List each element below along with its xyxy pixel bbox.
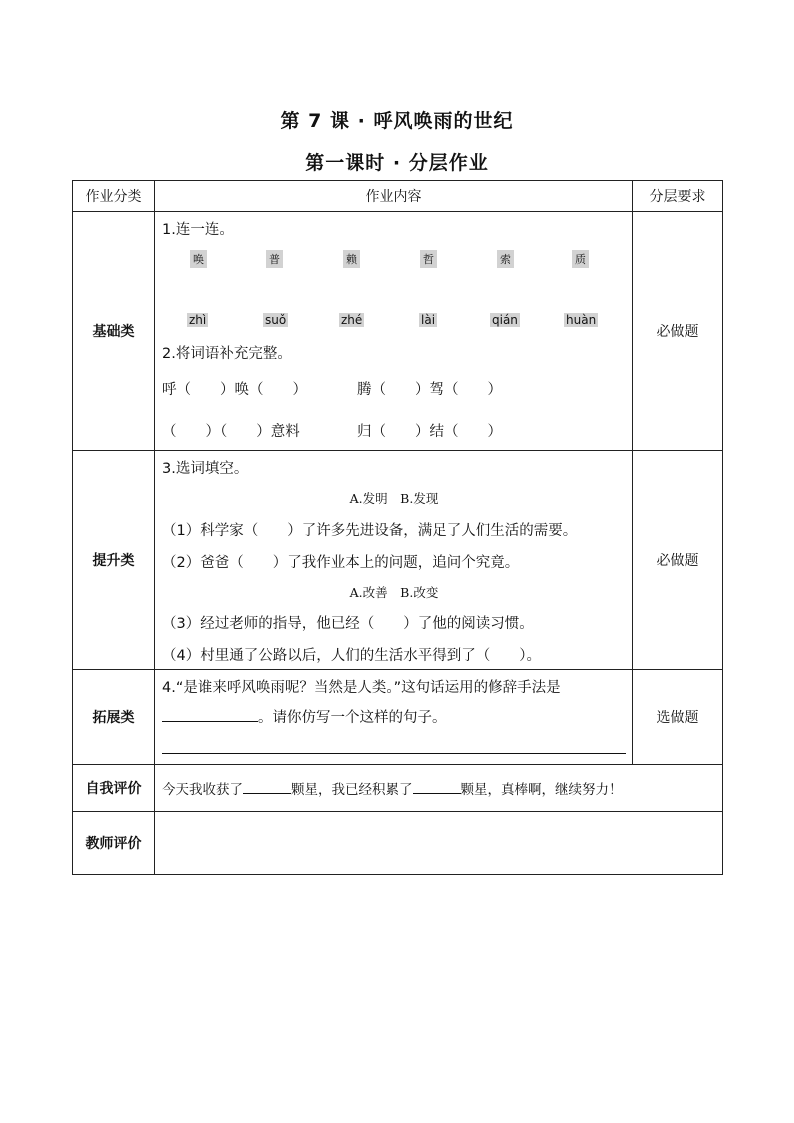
match-pinyin: lài: [421, 313, 436, 327]
match-pinyin: zhì: [189, 313, 207, 327]
fill-item: （ ）（ ）意料: [162, 424, 300, 440]
content-extend: [155, 670, 633, 765]
match-char: 赖: [343, 250, 360, 268]
match-char: 普: [266, 250, 283, 268]
fill-item: 腾（ ）驾（ ）: [357, 382, 502, 398]
self-eval-part: 颗星，我已经积累了: [291, 782, 413, 798]
star-blank[interactable]: [243, 793, 291, 794]
match-char: 哲: [420, 250, 437, 268]
category-extend: 拓展类: [73, 670, 155, 765]
content-improve: [155, 451, 633, 670]
answer-blank[interactable]: [162, 721, 258, 722]
self-eval-text: [162, 778, 623, 798]
q1-title: 1.连一连。: [162, 222, 234, 238]
sentence-1: （1）科学家（ ）了许多先进设备，满足了人们生活的需要。: [162, 523, 578, 539]
table-row-basic: [73, 212, 723, 451]
sentence-3: （3）经过老师的指导，他已经（ ）了他的阅读习惯。: [162, 616, 534, 632]
word-options: A.发明 B.发现: [349, 491, 439, 506]
header-category: 作业分类: [73, 181, 155, 212]
answer-line[interactable]: [162, 753, 626, 754]
category-teacher-eval: 教师评价: [73, 812, 155, 875]
q4-prompt: 4.“是谁来呼风唤雨呢？当然是人类。”这句话运用的修辞手法是: [162, 680, 561, 696]
match-char: 索: [497, 250, 514, 268]
category-self-eval: 自我评价: [73, 765, 155, 812]
match-char: 唤: [190, 250, 207, 268]
table-row-self-eval: [73, 765, 723, 812]
table-row-improve: [73, 451, 723, 670]
q3-title: 3.选词填空。: [162, 461, 249, 477]
fill-item: 呼（ ）唤（ ）: [162, 382, 307, 398]
match-pinyin: zhé: [341, 313, 363, 327]
category-improve: 提升类: [73, 451, 155, 670]
table-row-teacher-eval: [73, 812, 723, 875]
match-pinyin: qián: [492, 313, 518, 327]
content-basic: [155, 212, 633, 451]
requirement-basic: 必做题: [633, 212, 723, 451]
q2-title: 2.将词语补充完整。: [162, 346, 292, 362]
self-eval-part: 今天我收获了: [162, 782, 243, 798]
requirement-improve: 必做题: [633, 451, 723, 670]
header-requirement: 分层要求: [633, 181, 723, 212]
homework-table: [72, 180, 723, 875]
header-content: 作业内容: [155, 181, 633, 212]
star-blank[interactable]: [413, 793, 461, 794]
q4-prompt-2: [162, 706, 447, 727]
lesson-subtitle: 第一课时 · 分层作业: [305, 152, 489, 174]
match-pinyin: huàn: [566, 313, 597, 327]
lesson-title: 第 7 课 · 呼风唤雨的世纪: [280, 110, 514, 132]
table-row-extend: [73, 670, 723, 765]
content-self-eval: [155, 765, 723, 812]
requirement-extend: 选做题: [633, 670, 723, 765]
content-teacher-eval: [155, 812, 723, 875]
word-options: A.改善 B.改变: [349, 585, 439, 600]
sentence-4: （4）村里通了公路以后，人们的生活水平得到了（ ）。: [162, 648, 541, 664]
match-pinyin: suǒ: [265, 313, 287, 327]
fill-item: 归（ ）结（ ）: [357, 424, 502, 440]
match-char: 质: [572, 250, 589, 268]
category-basic: 基础类: [73, 212, 155, 451]
self-eval-part: 颗星，真棒啊，继续努力！: [460, 782, 623, 798]
table-header-row: [73, 181, 723, 212]
q4-text: 。请你仿写一个这样的句子。: [258, 710, 447, 726]
sentence-2: （2）爸爸（ ）了我作业本上的问题，追问个究竟。: [162, 555, 520, 571]
